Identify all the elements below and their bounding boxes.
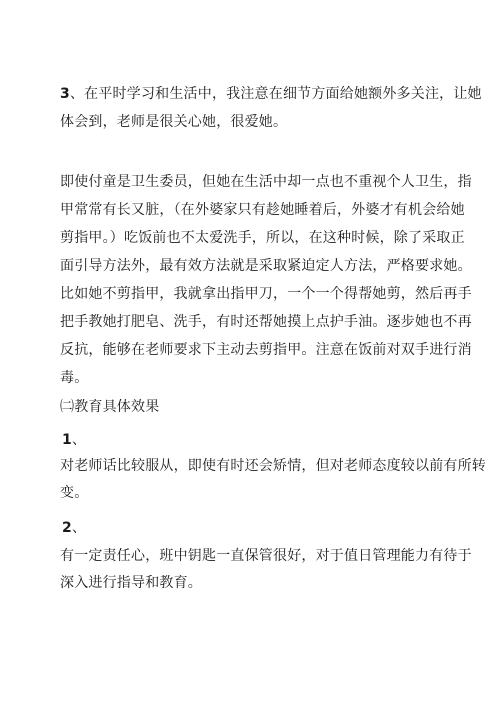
effect-item-1-label — [62, 430, 86, 450]
section-3-number: 3 — [60, 86, 70, 102]
section-3-line-1 — [60, 84, 482, 104]
effect-item-1-line-1: 对老师话比较服从，即使有时还会矫情，但对老师态度较以前有所转 — [60, 458, 486, 474]
effect-item-2-line-1: 有一定责任心，班中钥匙一直保管很好，对于值日管理能力有待于 — [60, 548, 472, 564]
hygiene-paragraph-line-5: 比如她不剪指甲，我就拿出指甲刀，一个一个得帮她剪，然后再手 — [60, 286, 472, 302]
effect-item-2-suffix: 、 — [71, 520, 87, 536]
hygiene-paragraph-line-8: 毒。 — [60, 370, 89, 386]
section-3-text-1: 、在平时学习和生活中，我注意在细节方面给她额外多关注，让她 — [69, 86, 482, 102]
effect-item-1-number: 1 — [62, 432, 72, 448]
hygiene-paragraph-line-2: 甲常常有长又脏，（在外婆家只有趁她睡着后，外婆才有机会给她 — [60, 202, 465, 218]
effects-heading: ㈡教育具体效果 — [60, 399, 160, 415]
effect-item-2-line-2: 深入进行指导和教育。 — [60, 575, 202, 591]
hygiene-paragraph-line-7: 反抗，能够在老师要求下主动去剪指甲。注意在饭前对双手进行消 — [60, 342, 472, 358]
hygiene-paragraph-line-4: 面引导方法外，最有效方法就是采取紧迫定人方法，严格要求她。 — [60, 258, 472, 274]
effect-item-1-suffix: 、 — [71, 432, 87, 448]
hygiene-paragraph-line-1: 即使付童是卫生委员，但她在生活中却一点也不重视个人卫生，指 — [60, 174, 472, 190]
effect-item-1-line-2: 变。 — [60, 485, 89, 501]
effect-item-2-label — [62, 518, 86, 538]
section-3-line-2: 体会到，老师是很关心她，很爱她。 — [60, 114, 288, 130]
hygiene-paragraph-line-3: 剪指甲。）吃饭前也不太爱洗手，所以，在这种时候，除了采取正 — [60, 230, 465, 246]
effect-item-2-number: 2 — [62, 520, 72, 536]
hygiene-paragraph-line-6: 把手教她打肥皂、洗手，有时还帮她摸上点护手油。逐步她也不再 — [60, 314, 472, 330]
